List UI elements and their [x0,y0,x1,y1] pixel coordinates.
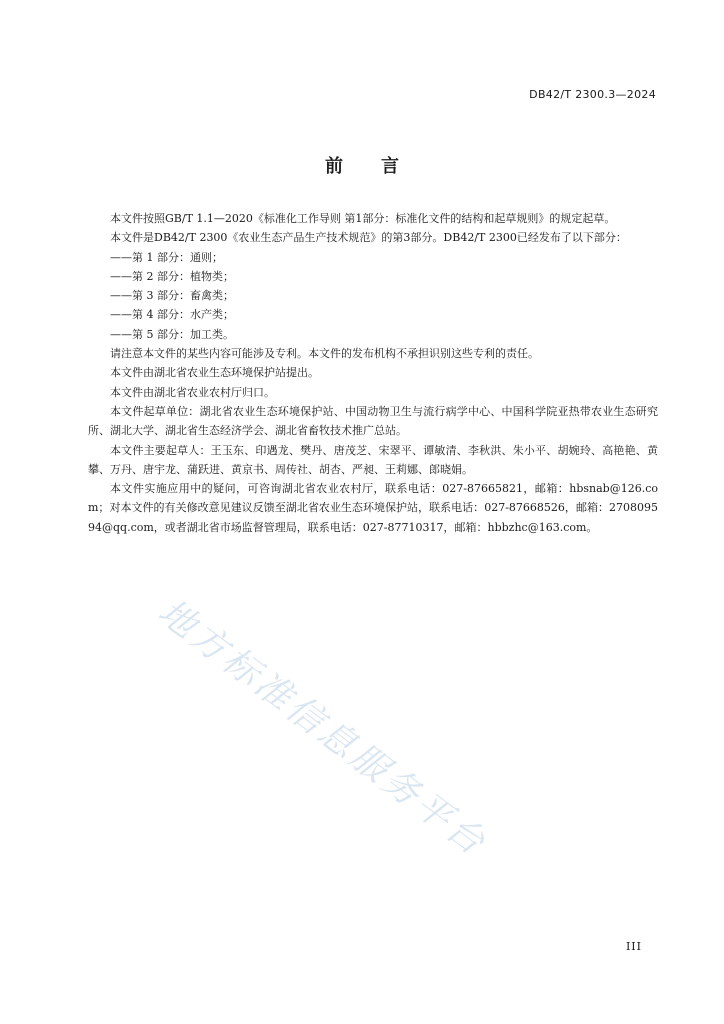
list-item-part-1: ——第 1 部分：通则； [110,250,223,264]
paragraph-series-intro: 本文件是DB42/T 2300《农业生态产品生产技术规范》的第3部分。DB42/T 2300已经发布了以下部分： [110,231,627,245]
page-number: III [625,940,642,953]
list-item-part-4: ——第 4 部分：水产类； [110,308,234,322]
list-item-part-3: ——第 3 部分：畜禽类； [110,289,234,303]
list-item-part-5: ——第 5 部分：加工类。 [110,327,234,341]
list-item-part-2: ——第 2 部分：植物类； [110,269,234,283]
paragraph-drafters: 本文件主要起草人：王玉东、印遇龙、樊丹、唐茂芝、宋翠平、谭敏清、李秋洪、朱小平、胡婉玲、高艳艳、黄攀、万丹、唐宇龙、蒲跃进、黄京书、周传社、胡杏、严昶、王莉娜、郎晓娟。 [88,443,658,476]
paragraph-drafting-units: 本文件起草单位：湖北省农业生态环境保护站、中国动物卫生与流行病学中心、中国科学院亚热带农业生态研究所、湖北大学、湖北省生态经济学会、湖北省畜牧技术推广总站。 [88,404,658,438]
paragraph-centralized-by: 本文件由湖北省农业农村厅归口。 [110,385,275,399]
document-code: DB42/T 2300.3—2024 [529,88,656,101]
watermark: 地方标准信息服务平台 [150,591,495,865]
paragraph-patent-notice: 请注意本文件的某些内容可能涉及专利。本文件的发布机构不承担识别这些专利的责任。 [110,347,539,361]
foreword-body [88,209,658,537]
paragraph-drafting-rules: 本文件按照GB/T 1.1—2020《标准化工作导则 第1部分：标准化文件的结构和起草规则》的规定起草。 [110,212,616,225]
paragraph-proposer: 本文件由湖北省农业生态环境保护站提出。 [110,366,319,380]
page-title: 前言 [325,156,437,177]
paragraph-contact-info: 本文件实施应用中的疑问，可咨询湖北省农业农村厅，联系电话：027-87665821，邮箱：hbsnab@126.com；对本文件的有关修改意见建议反馈至湖北省农业生态环境保护站，联系电话：027-87668526，邮箱：270809594@qq.com，或者湖北省市场监督管理局，联系电话：027-87710317，邮箱：hbbzhc@163.com。 [88,482,658,534]
